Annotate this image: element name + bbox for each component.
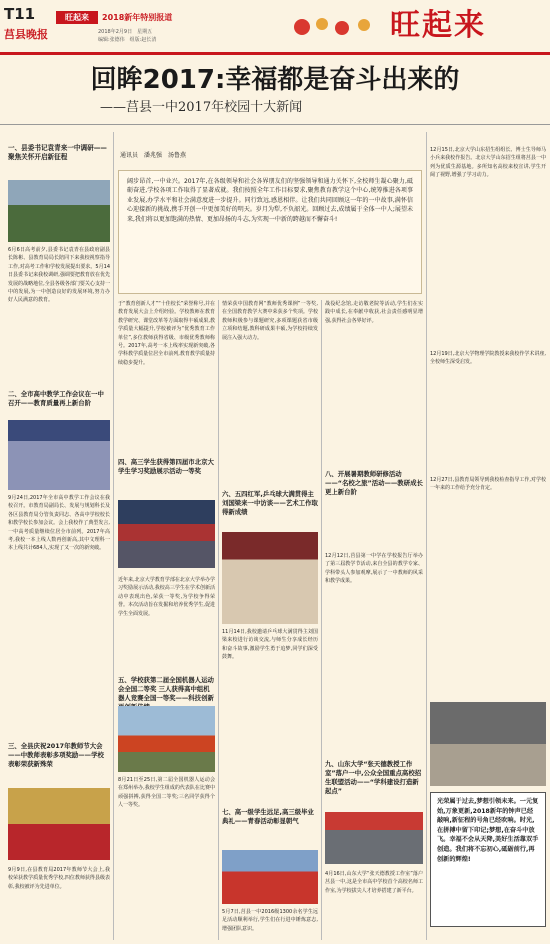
news-5-headline: 五、学校获第二届全国机器人运动会全国二等奖 三人获得高中组机器人竞赛全国一等奖——科技创新 xyxy=(118,676,214,702)
intro-box xyxy=(118,170,422,294)
news-2-headline: 二、全市高中教学工作会议在一中召开——教育质量再上新台阶 xyxy=(8,390,104,407)
column-divider xyxy=(113,132,114,940)
news-1-headline: 一、县委书记袁青来一中调研——聚焦关怀开启新征程 xyxy=(8,144,107,161)
col3-body: 情荣获中国教育网“教师优秀课例”一等奖,在全国教育教学大赛中荣获多个奖项。学校教师积极参与课题研究,多项课题获省市级立项和结题,教科研成果丰硕,为学校持续发展注入强大动力。 xyxy=(222,301,318,341)
news-4-body: 近年来,北京大学教育学部在北京大学举办学习奖励展示活动,我校高三学生在学术创新活动中表现出色,荣获一等奖,为学校争得荣誉。本次活动旨在发掘和培养优秀学生,促进学生全面发展。 xyxy=(118,577,215,617)
news-9-photo xyxy=(325,812,423,864)
news-7-body: 5月7日,莒县一中2016级1300余名学生远足活动顺利举行,学生们在行进中锤炼意志,增强团队意识。 xyxy=(222,909,318,932)
news-5-photo xyxy=(118,706,215,772)
news-1-body: 6月6日高考前夕,县委书记袁青在县政府副县长陈彬、县教育局局长陪同下来我校视察指导工作,对高考工作和学校发展提出要求。5月14日县委书记来我校调研,强调要把教育放在优先发展的战略地位,全县各级各部门要关心支持一中的发展,为一中创造良好的发展环境,努力办好人民满意的教育。 xyxy=(8,247,110,304)
news-8-body: 12月12日,莒县第一中学在学校报告厅举办了第三届教学节活动,来自全县的教学专家、学科带头人参加观摩,展示了一中教师的风采和教学成果。 xyxy=(325,553,423,585)
news-3-body: 9月9日,在县教育局2017年教师节大会上,我校荣获教学质量优秀学校,四位教师获得县级表彰,我校被评为先进单位。 xyxy=(8,867,110,890)
news-3-headline: 三、全县庆祝2017年教师节大会——中教师表彰多项奖励——学校表彰荣获新殊荣 xyxy=(8,742,104,768)
news-10-body: 12月27日,县教育局领导到我校检查指导工作,对学校一年来的工作给予充分肯定。 xyxy=(430,477,546,492)
news-6-photo xyxy=(222,532,318,624)
reporter-credits: 通讯员 潘兆强 汤鲁燕 xyxy=(120,152,187,159)
news-1-photo xyxy=(8,180,110,242)
news-2-photo xyxy=(8,420,110,490)
intro-text: 阔步昂首,一中业兴。2017年,在各级领导和社会各界朋友们的坚强领导和通力关怀下,全校师生凝心聚力,砥砺奋进,学校各项工作取得了显著成就。我们按照全年工作目标要求,聚焦教育教学这个中心,统筹推进各项事业发展,办学水平和社会满意度进一步提升。同行致远,感恩相伴。让我们共同回顾这一年的一中故事,满怀信心迎接新的挑战,携手开创一中更加美好的明天。岁月为犁,不负韶光。回顾过去,成绩属于全体一中人;展望未来,我们将以更加饱满的热情、更加昂扬的斗志,为实现一中新的跨越而不懈奋斗! xyxy=(127,178,413,223)
section-tag: 旺起来 xyxy=(56,11,98,24)
title-divider xyxy=(0,124,550,125)
news-10-photo xyxy=(430,702,546,786)
news-4-photo xyxy=(118,500,215,568)
column-divider xyxy=(426,132,427,940)
brand-title: 旺起来 xyxy=(390,8,486,43)
sub-headline: ——莒县一中2017年校园十大新闻 xyxy=(100,100,303,115)
series-title: 2018新年特别报道 xyxy=(102,13,173,22)
column-divider xyxy=(218,300,219,940)
news-2-body: 9月24日,2017年全市高中教学工作会议在我校召开。市教育局副局长、发展与规划科长及各区县教育局分管负责同志、各高中学校校长和教学校长参加会议。会上我校作了典型发言,一中高考质量继续位居全市前列。2017年高考,我校一本上线人数再创新高,其中文理科一本上线共计684人,实现了又一次的新突破。 xyxy=(8,495,110,552)
news-5-body: 8月21日至25日,第二届全国机器人运动会在郑州举办,我校学生组成的代表队在比赛中顽强拼搏,获得全国二等奖;三名同学获得个人一等奖。 xyxy=(118,777,215,809)
news-4-headline: 四、高三学生获得第四届市北京大学生学习奖励展示活动一等奖 xyxy=(118,458,214,475)
lantern-icon xyxy=(290,14,380,40)
main-headline: 回眸2017:幸福都是奋斗出来的 xyxy=(90,65,460,95)
news-9-body: 4月16日,山东大学“张天德教授工作室”落户莒县一中,这是全市高中学校首个高校名师工作室,为学校拔尖人才培养搭建了新平台。 xyxy=(325,871,423,894)
header-rule xyxy=(0,52,550,55)
news-6-headline: 六、五四红军,乒乓球大满贯得主刘国梁来一中访谈——艺术工作取得新成绩 xyxy=(222,490,318,516)
news-9-headline: 九、山东大学“张天德教授工作室”落户一中,公众全国重点高校招生联盟活动——“学科建设打造新起点” xyxy=(325,760,422,795)
col5-body: 12月15日,北京大学山东招生组组长、博士生导师马小兵来我校作报告。北京大学山东招生组将莒县一中列为优质生源基地。多所知名高校来校宣讲,学生开阔了视野,增强了学习动力。 xyxy=(430,147,546,179)
conclusion-box xyxy=(430,792,546,927)
paper-logo: 莒县晚报 xyxy=(4,28,48,41)
col5-body-2: 12月19日,北京大学物理学院教授来我校作学术讲座,全校师生深受启发。 xyxy=(430,351,546,366)
news-8-headline: 八、开展暑期教师研修活动——“名校之旅”活动——教研成长更上新台阶 xyxy=(325,470,423,496)
page-number: T11 xyxy=(4,5,36,23)
issue-date: 2018年2月9日 星期五 xyxy=(98,29,153,35)
editor-credits: 编辑:张德伟 组版:赵长清 xyxy=(98,37,157,43)
news-7-photo xyxy=(222,850,318,904)
news-6-body: 11月14日,我校邀请乒乓球大满贯得主刘国梁来校进行访谈交流,与师生分享成长经历和奋斗故事,激励学生勇于追梦,同学们深受鼓舞。 xyxy=(222,629,318,661)
col2-body: 于“教育创新人才”“十佳校长”荣誉称号,并在教育发展大会上介绍经验。学校教师在教育教学研究、课堂改革等方面取得丰硕成果,教学质量大幅提升,学校被评为“优秀教育工作单位”,多位教师获得省级、市级优秀教师称号。2017年,高考一本上线率实现新突破,各学科教学质量位居全市前列,教育教学质量持续稳步提升。 xyxy=(118,301,215,366)
column-divider xyxy=(321,300,322,940)
news-3-photo xyxy=(8,788,110,860)
col4-body: 战役纪念馆,走访敬老院等活动,学生们在实践中成长,在奉献中收获,社会责任感明显增强,获得社会各界好评。 xyxy=(325,301,423,324)
conclusion-text: 光荣属于过去,梦想引领未来。一元复始,万象更新,2018新年的钟声已经敲响,新征程的号角已经吹响。时光,在拼搏中留下印记;梦想,在奋斗中放飞。幸福不会从天降,美好生活靠双手创造。我们将不忘初心,砥砺前行,再创新的辉煌! xyxy=(437,798,539,863)
news-7-headline: 七、高一级学生远足,高三级毕业典礼——青春活动彰显朝气 xyxy=(222,808,314,825)
